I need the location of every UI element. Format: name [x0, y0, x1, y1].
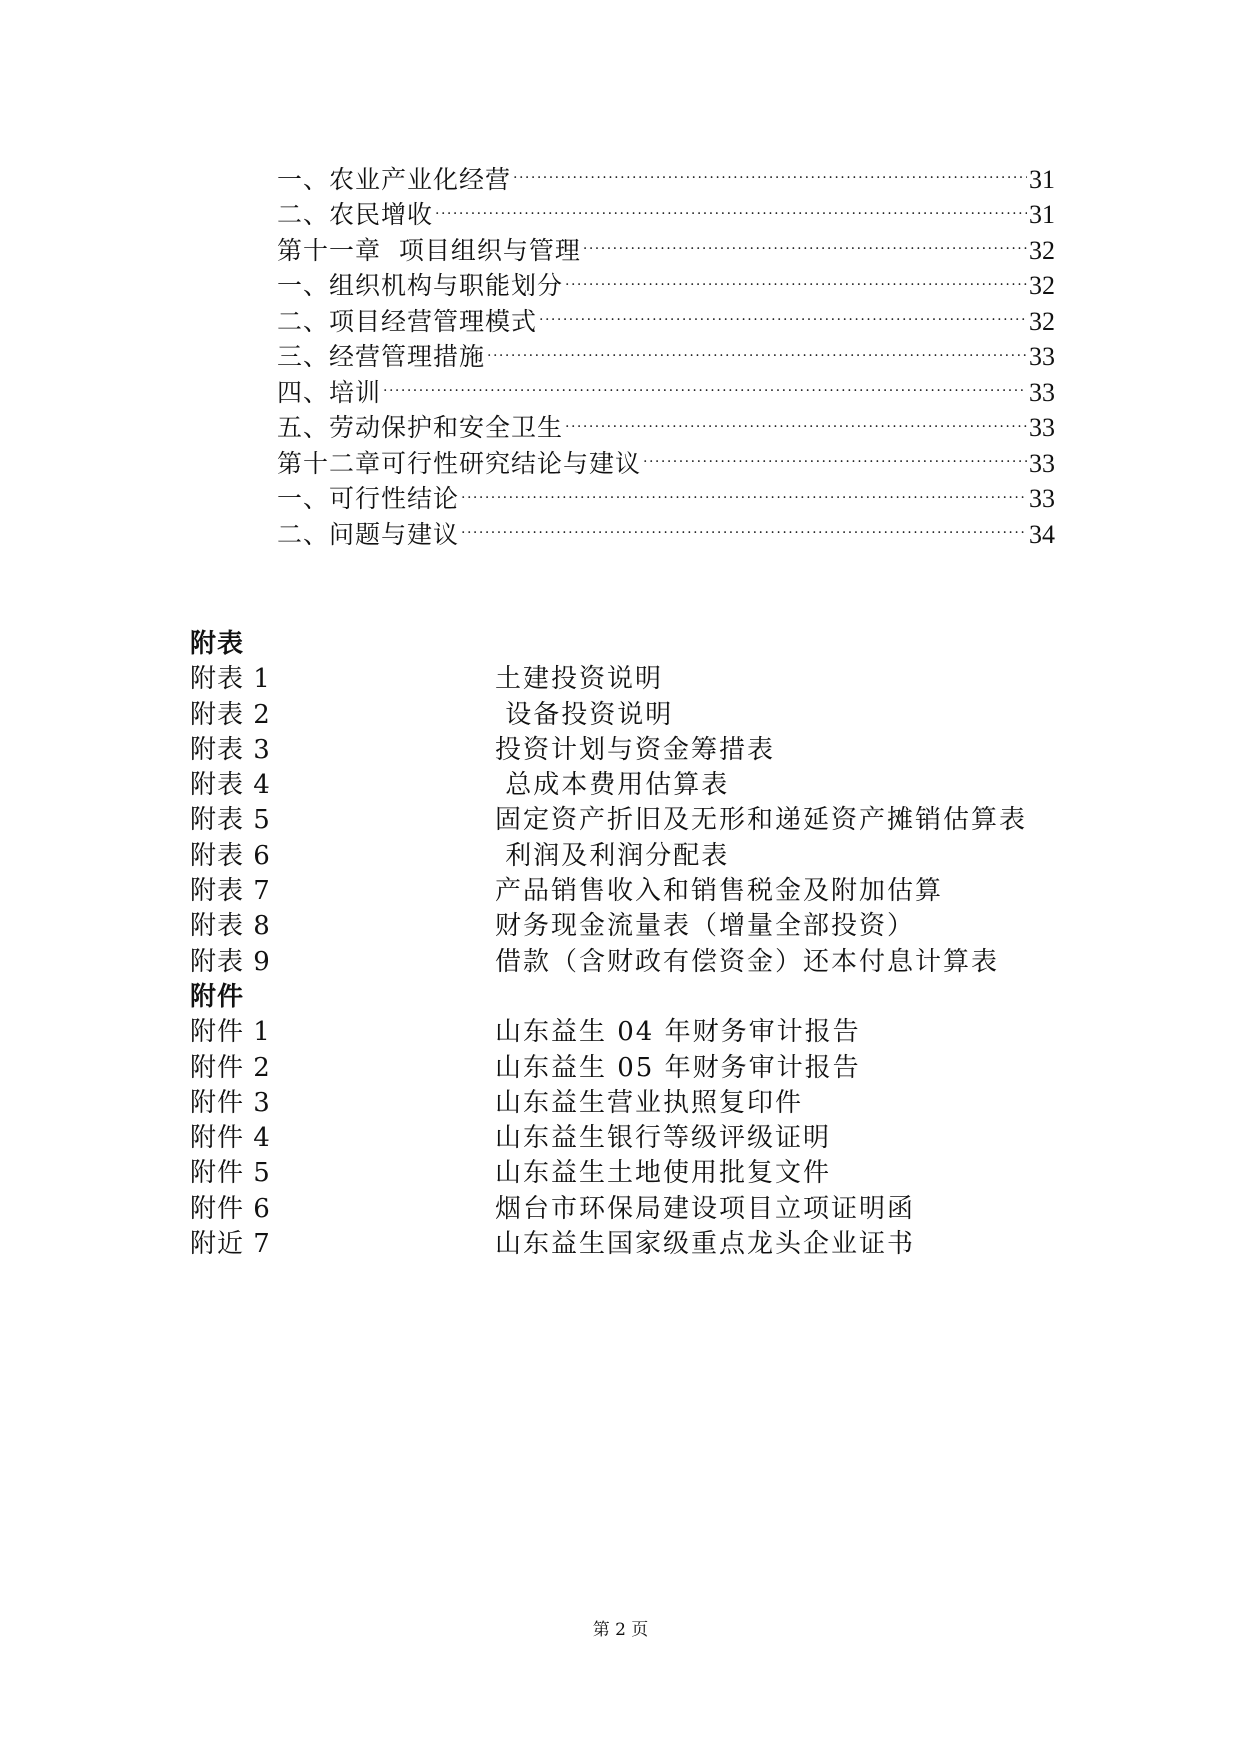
- toc-dot-leader: [643, 436, 1027, 472]
- toc-entry-page: 33: [1029, 484, 1055, 513]
- table-description: 设备投资说明: [495, 699, 674, 730]
- toc-entry-title: 一、可行性结论: [277, 484, 460, 513]
- attachment-description: 山东益生 05 年财务审计报告: [495, 1052, 861, 1083]
- toc-entry-title: 一、农业产业化经营: [277, 164, 512, 194]
- attachment-description: 山东益生 04 年财务审计报告: [495, 1017, 861, 1048]
- attachment-list-item: [190, 1156, 1090, 1191]
- toc-entry-title: 二、农民增收: [277, 200, 434, 229]
- table-label: 附表 8: [190, 911, 271, 942]
- attachment-list-item: [190, 1051, 1090, 1086]
- toc-dot-leader: [487, 330, 1027, 366]
- table-label: 附表 7: [190, 876, 271, 907]
- table-list-item: [190, 768, 1090, 803]
- table-description: 土建投资说明: [495, 664, 664, 695]
- table-label: 附表 1: [190, 664, 271, 695]
- attachment-list-item: [190, 1192, 1090, 1227]
- table-label: 附表 3: [190, 734, 271, 765]
- attachment-description: 山东益生营业执照复印件: [495, 1087, 804, 1118]
- table-description: 总成本费用估算表: [495, 770, 730, 801]
- appendix-list: [190, 627, 1090, 1262]
- table-label: 附表 2: [190, 699, 271, 730]
- table-list-item: [190, 662, 1090, 697]
- toc-entry-title: 四、培训: [277, 377, 382, 407]
- toc-entry-title: 二、项目经营管理模式: [277, 306, 538, 336]
- table-list-item: [190, 945, 1090, 980]
- page-number: 第 2 页: [592, 1620, 649, 1640]
- attachment-description: 山东益生土地使用批复文件: [495, 1158, 832, 1189]
- tables-heading: 附表: [190, 629, 245, 659]
- attachment-list-item: [190, 1227, 1090, 1262]
- toc-entry-title: 一、组织机构与职能划分: [277, 271, 564, 300]
- toc-entry-page: 32: [1029, 271, 1055, 300]
- toc-dot-leader: [583, 223, 1027, 259]
- toc-entry-page: 33: [1029, 448, 1055, 478]
- table-label: 附表 5: [190, 805, 271, 836]
- toc-entry-page: 32: [1029, 306, 1055, 336]
- toc-dot-leader: [513, 152, 1027, 188]
- toc-entry-title: 第十一章 项目组织与管理: [277, 235, 581, 265]
- attachment-label: 附件 3: [190, 1087, 271, 1118]
- toc-entry-title: 二、问题与建议: [277, 519, 460, 549]
- table-label: 附表 6: [190, 840, 271, 871]
- toc-entry-page: 33: [1029, 377, 1055, 407]
- toc-dot-leader: [461, 472, 1027, 508]
- toc-dot-leader: [565, 401, 1027, 437]
- table-list-item: [190, 733, 1090, 768]
- attachment-label: 附件 4: [190, 1123, 271, 1154]
- toc-entry-page: 31: [1029, 200, 1055, 229]
- table-list-item: [190, 803, 1090, 838]
- table-label: 附表 4: [190, 770, 271, 801]
- attachment-description: 烟台市环保局建设项目立项证明函: [495, 1193, 916, 1224]
- table-description: 固定资产折旧及无形和递延资产摊销估算表: [495, 805, 1028, 836]
- table-list-item: [190, 839, 1090, 874]
- table-label: 附表 9: [190, 946, 271, 977]
- table-list-item: [190, 698, 1090, 733]
- toc-dot-leader: [435, 188, 1027, 224]
- toc-entry: [277, 365, 1055, 407]
- attachment-label: 附件 6: [190, 1193, 271, 1224]
- toc-entry: [277, 152, 1055, 194]
- toc-entry: [277, 401, 1055, 442]
- toc-dot-leader: [565, 259, 1027, 295]
- attachment-list-item: [190, 1121, 1090, 1156]
- table-description: 借款（含财政有偿资金）还本付息计算表: [495, 946, 1000, 977]
- attachments-heading: 附件: [190, 981, 245, 1012]
- toc-entry-title: 三、经营管理措施: [277, 342, 486, 371]
- table-description: 产品销售收入和销售税金及附加估算: [495, 876, 944, 907]
- attachment-label: 附件 2: [190, 1052, 271, 1083]
- table-list-item: [190, 909, 1090, 944]
- attachment-description: 山东益生国家级重点龙头企业证书: [495, 1229, 916, 1260]
- table-list-item: [190, 874, 1090, 909]
- table-description: 财务现金流量表（增量全部投资）: [495, 911, 916, 942]
- table-description: 投资计划与资金筹措表: [495, 734, 776, 765]
- toc-entry-page: 31: [1029, 164, 1055, 194]
- attachment-list-item: [190, 1015, 1090, 1050]
- toc-dot-leader: [539, 294, 1027, 330]
- table-description: 利润及利润分配表: [495, 840, 730, 871]
- toc-entry-page: 33: [1029, 413, 1055, 442]
- toc-entry-title: 五、劳动保护和安全卫生: [277, 413, 564, 442]
- toc-entry-page: 34: [1029, 519, 1055, 549]
- toc-dot-leader: [383, 365, 1027, 401]
- toc-dot-leader: [461, 507, 1027, 543]
- table-of-contents: [277, 152, 1055, 549]
- toc-entry-page: 32: [1029, 235, 1055, 265]
- attachment-description: 山东益生银行等级评级证明: [495, 1123, 832, 1154]
- attachment-label: 附近 7: [190, 1229, 271, 1260]
- toc-entry-title: 第十二章可行性研究结论与建议: [277, 448, 642, 478]
- attachment-list-item: [190, 1086, 1090, 1121]
- attachment-label: 附件 5: [190, 1158, 271, 1189]
- toc-entry-page: 33: [1029, 342, 1055, 371]
- attachment-label: 附件 1: [190, 1017, 271, 1048]
